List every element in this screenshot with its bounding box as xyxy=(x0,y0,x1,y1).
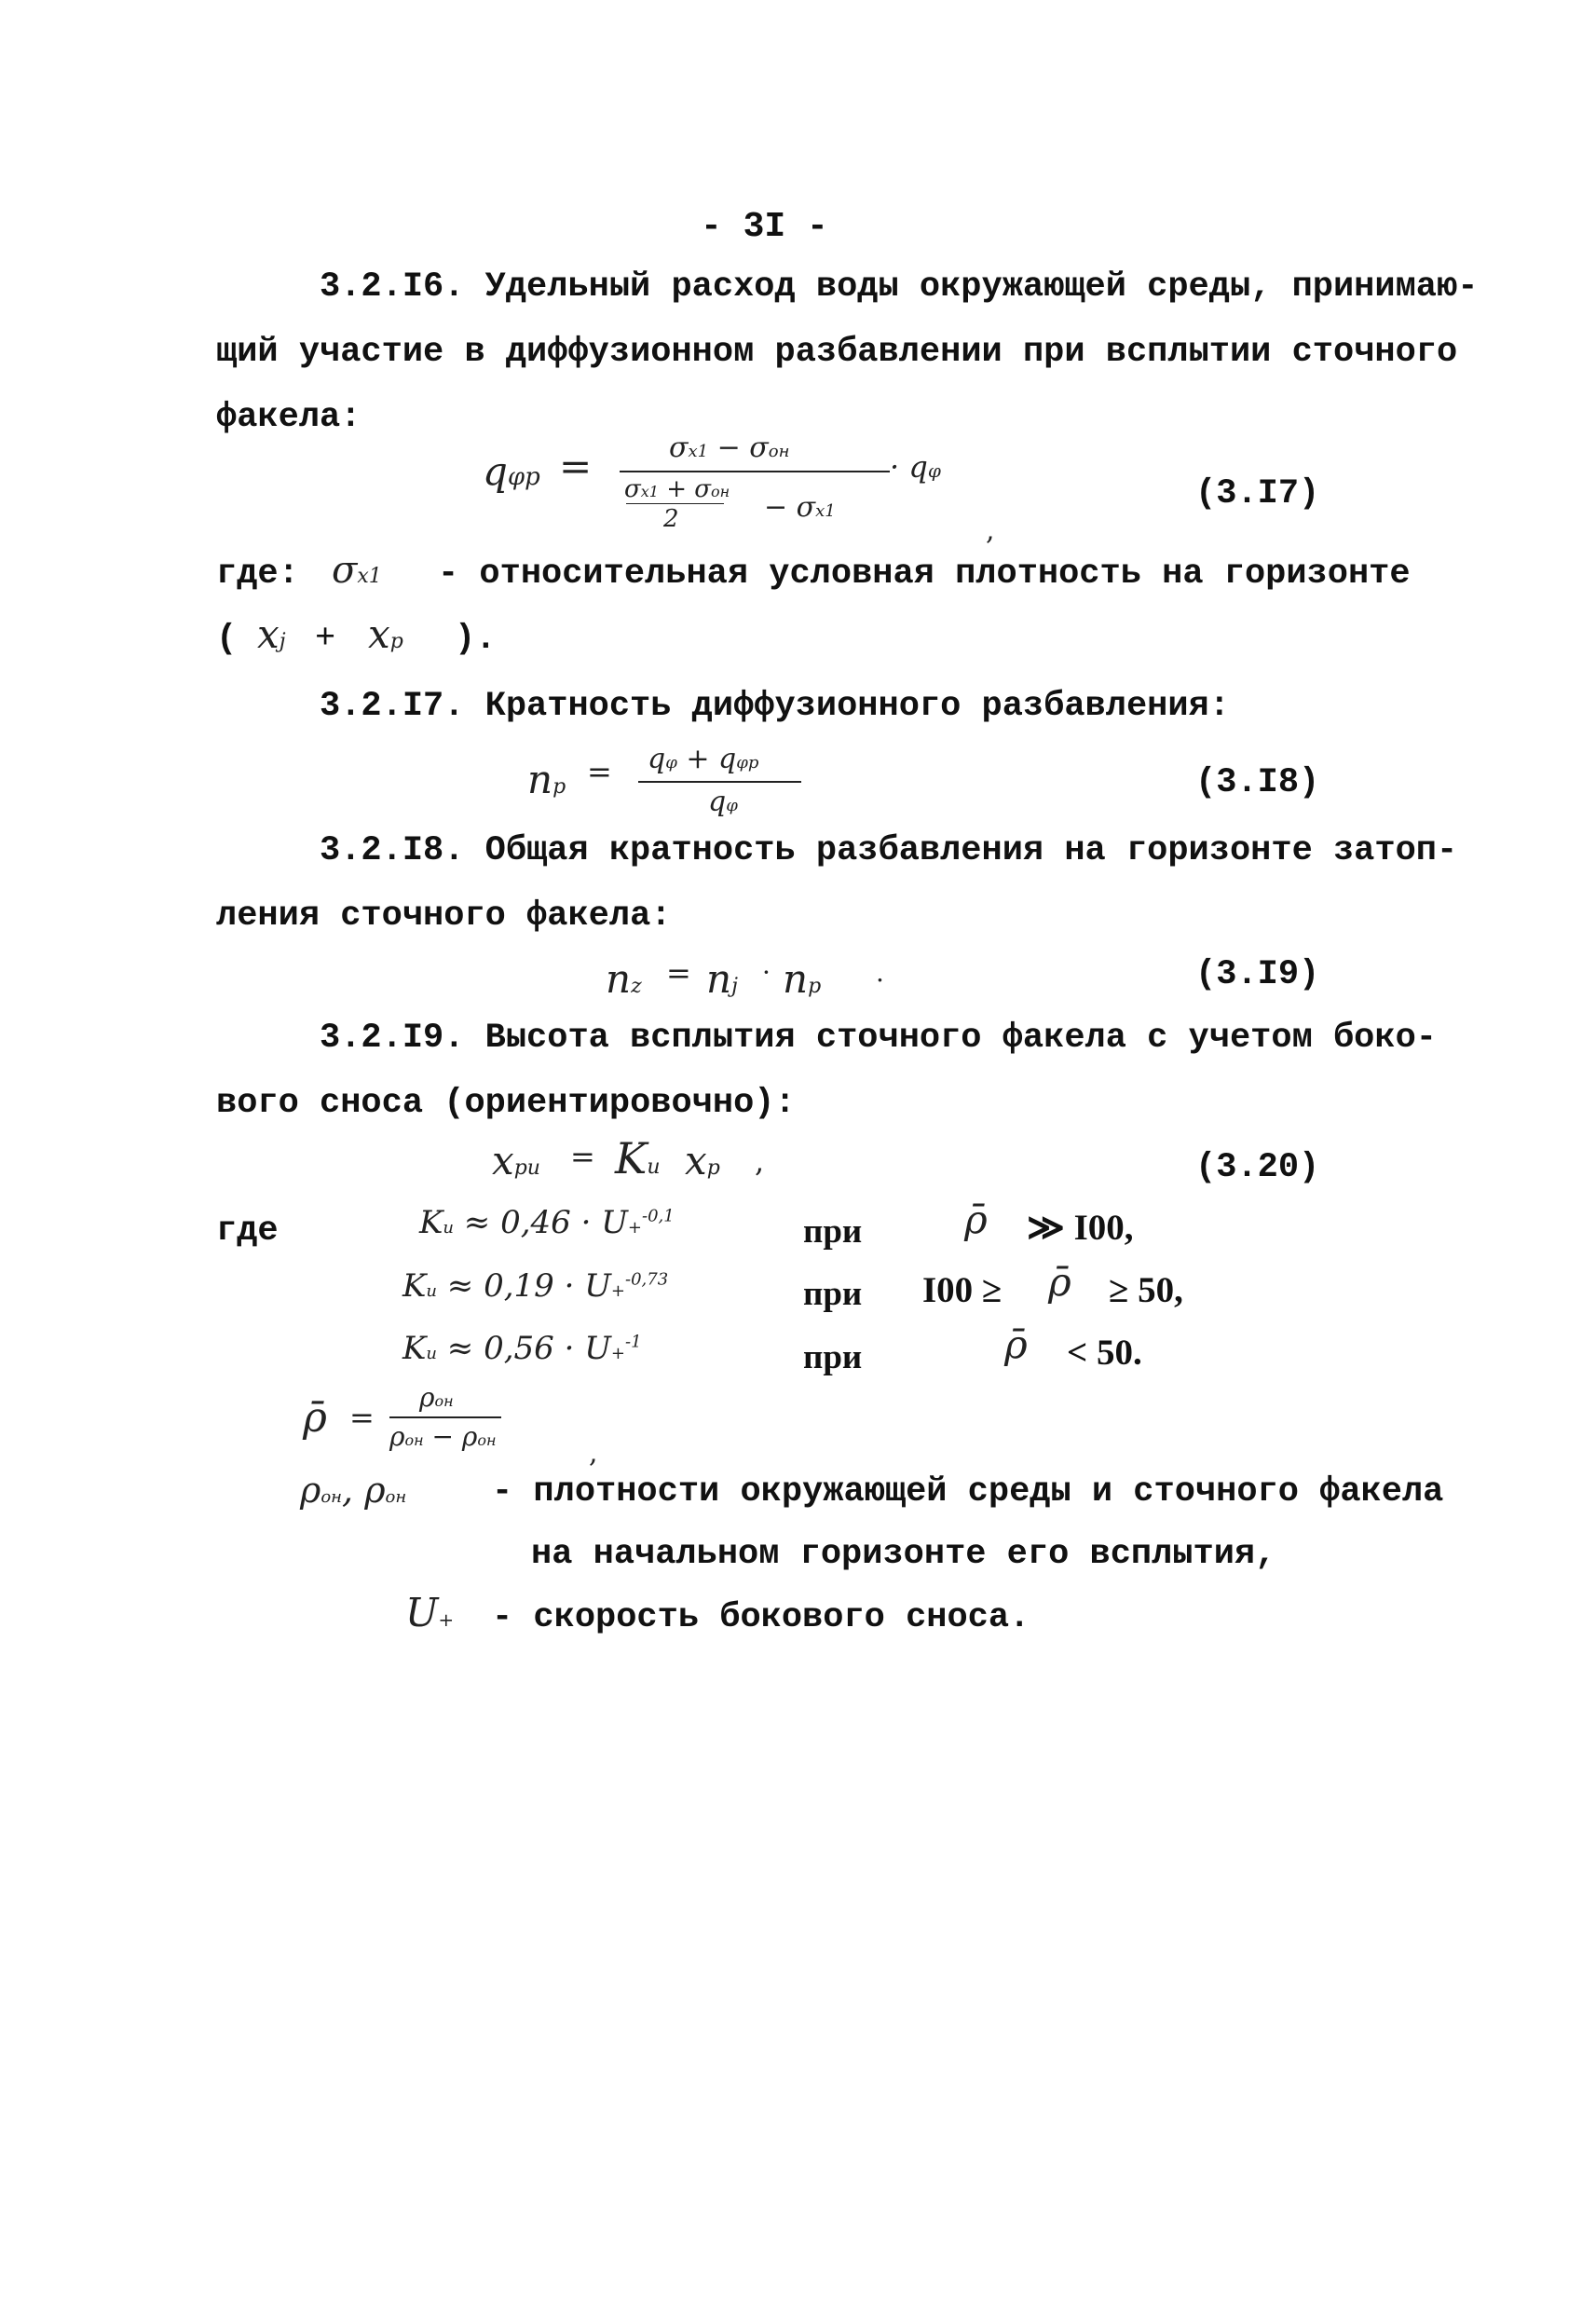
x-j-symbol: xj xyxy=(257,611,286,657)
u-definition: - скорость бокового сноса. xyxy=(492,1598,1030,1637)
paragraph-3219-line1: 3.2.I9. Высота всплытия сточного факела с учетом боко- xyxy=(320,1019,1437,1058)
u-symbol: U+ xyxy=(405,1590,455,1635)
rho-definition-line1: - плотности окружающей среды и сточного факела xyxy=(492,1472,1444,1512)
paragraph-3217-line1: 3.2.I7. Кратность диффузионного разбавления: xyxy=(320,687,1230,726)
where-definition: - относительная условная плотность на горизонте xyxy=(438,554,1411,594)
where-prefix: где: xyxy=(216,554,299,594)
sigma-symbol: σx1 xyxy=(332,549,382,592)
x-p-symbol: xp xyxy=(368,611,403,657)
paragraph-3216-line2: щий участие в диффузионном разбавлении при всплытии сточного xyxy=(216,333,1458,372)
paren-close: ). xyxy=(455,620,497,659)
page-number: - 3I - xyxy=(701,207,828,247)
paren-open: ( xyxy=(216,620,238,659)
rho-definition-line2: на начальном горизонте его всплытия, xyxy=(531,1535,1276,1574)
rho-symbols: ρон, ρон xyxy=(300,1470,407,1511)
equation-label-3-19: (3.I9) xyxy=(1195,955,1320,994)
paragraph-3218-line1: 3.2.I8. Общая кратность разбавления на горизонте затоп- xyxy=(320,831,1458,870)
equation-label-3-20: (3.20) xyxy=(1195,1148,1320,1187)
paragraph-3219-line2: вого сноса (ориентировочно): xyxy=(216,1084,796,1123)
paragraph-3218-line2: ления сточного факела: xyxy=(216,896,672,936)
equation-label-3-17: (3.I7) xyxy=(1195,474,1320,513)
plus-sign: + xyxy=(315,620,336,659)
paragraph-3216-line3: факела: xyxy=(216,398,361,437)
paragraph-3216-line1: 3.2.I6. Удельный расход воды окружающей среды, принимаю- xyxy=(320,267,1479,307)
equation-label-3-18: (3.I8) xyxy=(1195,763,1320,802)
where-label-2: где xyxy=(216,1211,279,1251)
